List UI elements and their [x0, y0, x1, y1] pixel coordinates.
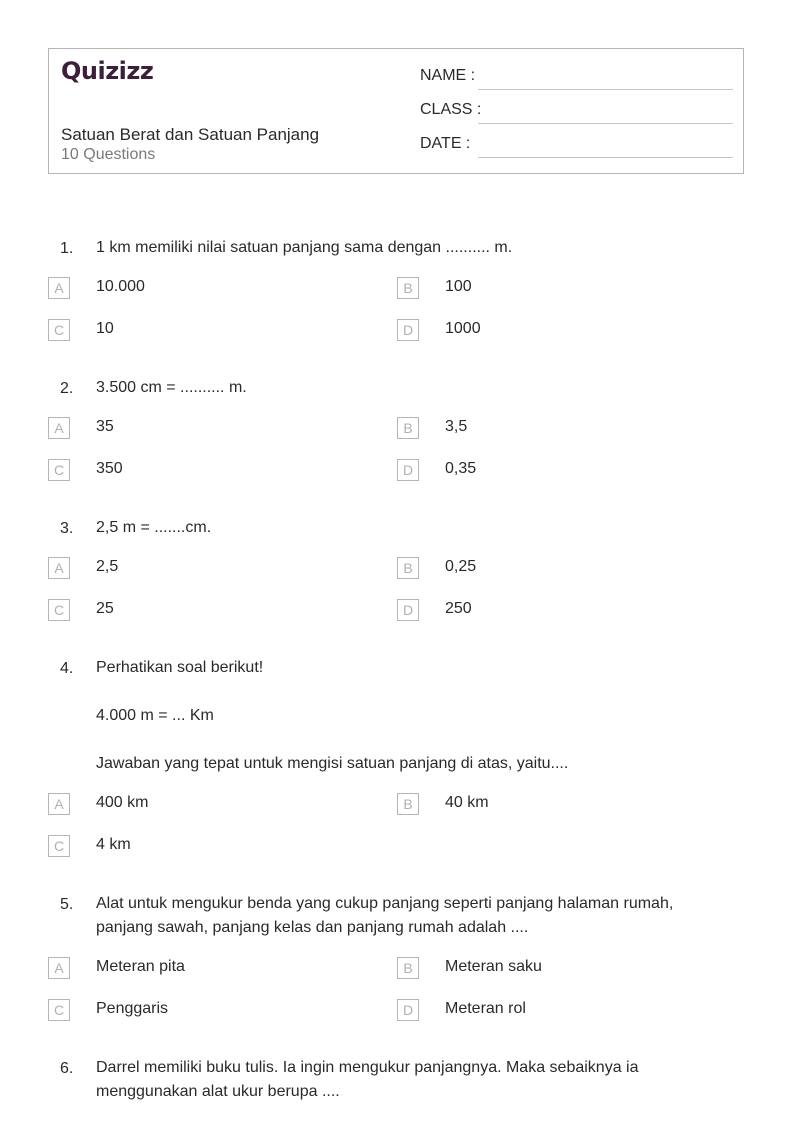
option-text: 10 — [96, 320, 114, 337]
option-text: 40 km — [445, 794, 489, 811]
question-text: 2,5 m = .......cm. — [96, 519, 212, 536]
option-text: 250 — [445, 600, 472, 617]
question-count: 10 Questions — [61, 146, 156, 163]
question-number: 4. — [60, 660, 74, 677]
name-field[interactable] — [420, 67, 733, 91]
question-text: Alat untuk mengukur benda yang cukup panjang seperti panjang halaman rumah, — [96, 895, 674, 912]
option-text: 350 — [96, 460, 123, 477]
option-letter-box[interactable]: D — [397, 319, 419, 341]
date-field[interactable] — [420, 135, 733, 159]
option-text: 10.000 — [96, 278, 145, 295]
option-letter-box[interactable]: D — [397, 999, 419, 1021]
option-text: Penggaris — [96, 1000, 169, 1017]
option-letter-box[interactable]: B — [397, 557, 419, 579]
question-number: 2. — [60, 380, 74, 397]
option-text: 4 km — [96, 836, 131, 853]
class-field[interactable] — [420, 101, 733, 125]
question-number: 6. — [60, 1060, 74, 1077]
option-letter-box[interactable]: C — [48, 599, 70, 621]
date-label: DATE : — [420, 135, 471, 152]
option-text: Meteran saku — [445, 958, 542, 975]
option-text: Meteran rol — [445, 1000, 526, 1017]
question-text: Darrel memiliki buku tulis. Ia ingin mengukur panjangnya. Maka sebaiknya ia — [96, 1059, 639, 1076]
worksheet-title: Satuan Berat dan Satuan Panjang — [61, 125, 320, 144]
option-letter-box[interactable]: A — [48, 277, 70, 299]
option-letter-box[interactable]: C — [48, 459, 70, 481]
option-letter-box[interactable]: A — [48, 793, 70, 815]
question-number: 1. — [60, 240, 74, 257]
quizizz-logo: Quizizz — [61, 57, 154, 85]
option-text: 400 km — [96, 794, 149, 811]
option-letter-box[interactable]: B — [397, 417, 419, 439]
option-text: 100 — [445, 278, 472, 295]
option-letter-box[interactable]: C — [48, 835, 70, 857]
option-text: 0,25 — [445, 558, 477, 575]
option-letter-box[interactable]: A — [48, 957, 70, 979]
question-text: Perhatikan soal berikut! — [96, 659, 264, 676]
question-number: 3. — [60, 520, 74, 537]
worksheet-header — [48, 48, 744, 174]
question-number: 5. — [60, 896, 74, 913]
question-text: Jawaban yang tepat untuk mengisi satuan panjang di atas, yaitu.... — [96, 755, 569, 772]
option-letter-box[interactable]: D — [397, 599, 419, 621]
option-text: Meteran pita — [96, 958, 185, 975]
question-text: 1 km memiliki nilai satuan panjang sama dengan .......... m. — [96, 239, 513, 256]
option-letter-box[interactable]: D — [397, 459, 419, 481]
question-text: menggunakan alat ukur berupa .... — [96, 1083, 340, 1100]
option-text: 1000 — [445, 320, 481, 337]
name-label: NAME : — [420, 67, 476, 84]
question-text: 3.500 cm = .......... m. — [96, 379, 247, 396]
option-letter-box[interactable]: B — [397, 277, 419, 299]
option-text: 35 — [96, 418, 114, 435]
option-text: 25 — [96, 600, 114, 617]
option-letter-box[interactable]: B — [397, 957, 419, 979]
option-letter-box[interactable]: A — [48, 417, 70, 439]
option-text: 0,35 — [445, 460, 477, 477]
question-text: 4.000 m = ... Km — [96, 707, 214, 724]
option-letter-box[interactable]: C — [48, 999, 70, 1021]
name-line — [478, 89, 733, 90]
option-text: 3,5 — [445, 418, 468, 435]
question-text: panjang sawah, panjang kelas dan panjang rumah adalah .... — [96, 919, 529, 936]
option-letter-box[interactable]: B — [397, 793, 419, 815]
option-letter-box[interactable]: C — [48, 319, 70, 341]
option-text: 2,5 — [96, 558, 119, 575]
class-line — [478, 123, 733, 124]
class-label: CLASS : — [420, 101, 482, 118]
date-line — [478, 157, 733, 158]
option-letter-box[interactable]: A — [48, 557, 70, 579]
